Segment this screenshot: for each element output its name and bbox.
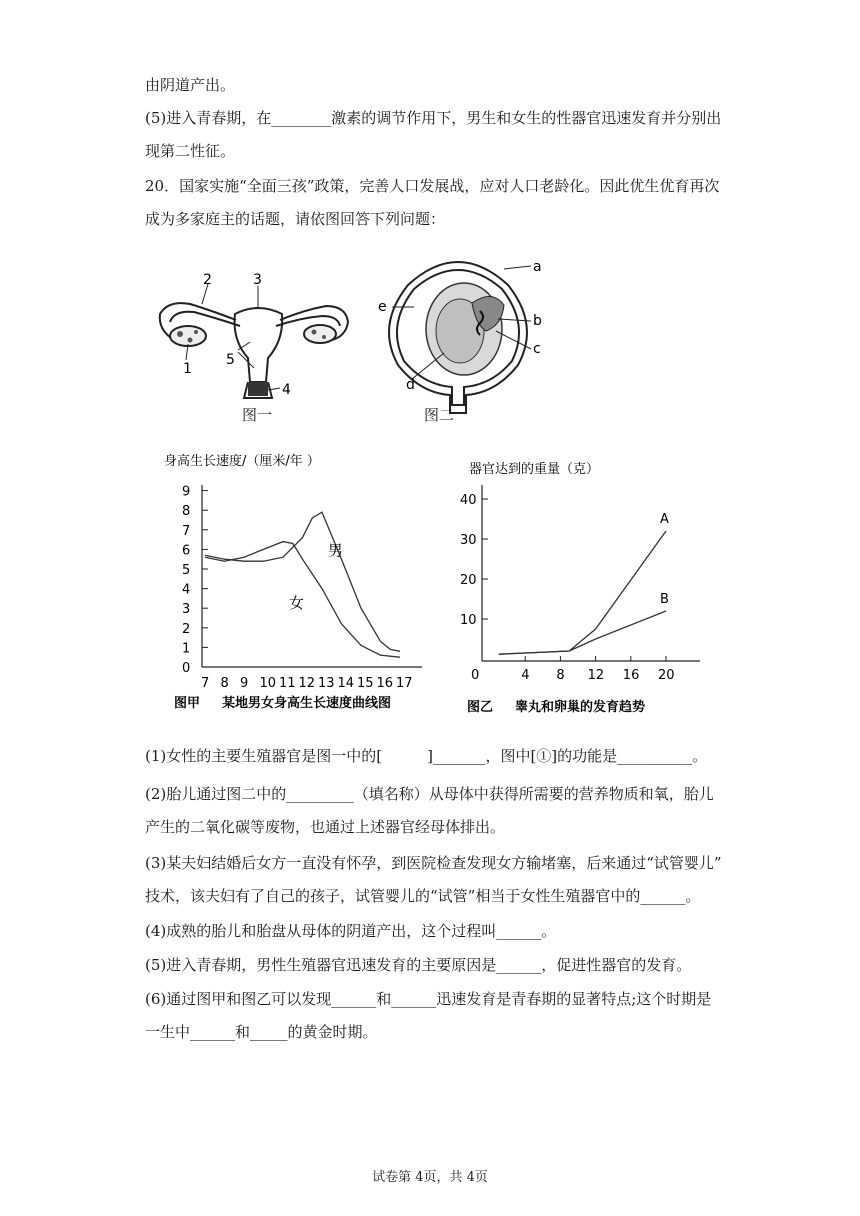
- x-tick-label: 7: [201, 676, 210, 691]
- question-text: 现第二性征。: [145, 142, 236, 160]
- series-line-A: [499, 531, 666, 654]
- x-tick-label: 14: [337, 676, 355, 691]
- x-tick-label: 15: [357, 676, 374, 691]
- question-2: (2)胎儿通过图二中的_________（填名称）从母体中获得所需要的营养物质和氧，胎儿: [145, 785, 714, 803]
- question-3: 技术，该夫妇有了自己的孩子，试管婴儿的“试管”相当于女性生殖器官中的______。: [145, 887, 701, 905]
- chart-b-ylabel: 器官达到的重量（克）: [469, 462, 600, 477]
- question-3: (3)某夫妇结婚后女方一直没有怀孕，到医院检查发现女方输堵塞，后来通过“试管婴儿”: [145, 854, 722, 872]
- question-20-text: 20．国家实施“全面三孩”政策，完善人口发展战，应对人口老龄化。因此优生优育再次: [145, 177, 720, 195]
- figure2-caption: 图二: [424, 406, 455, 424]
- x-tick-label: 12: [587, 668, 605, 683]
- question-text: (5)进入青春期，在________激素的调节作用下，男生和女生的性器官迅速发育并分别出: [145, 109, 722, 127]
- question-1: (1)女性的主要生殖器官是图一中的[ ]_______，图中[①]的功能是__________。: [145, 747, 708, 765]
- y-tick-label: 1: [182, 641, 191, 657]
- y-tick-label: 30: [460, 533, 477, 548]
- question-20-text: 成为多家庭主的话题，请依图回答下列问题：: [145, 210, 446, 228]
- question-4: (4)成熟的胎儿和胎盘从母体的阴道产出，这个过程叫______。: [145, 922, 557, 940]
- right-ovary: [304, 325, 336, 343]
- figure1-uterus-diagram: [150, 270, 350, 420]
- y-tick-label: 8: [182, 504, 191, 520]
- label-4: 4: [282, 382, 291, 398]
- y-tick-label: 10: [460, 613, 477, 628]
- y-tick-label: 3: [182, 602, 191, 618]
- x-tick-label: 4: [521, 668, 530, 683]
- label-e: e: [378, 299, 387, 315]
- label-a: a: [533, 259, 542, 275]
- y-tick-label: 9: [182, 484, 191, 500]
- figure2-fetus-diagram: [368, 245, 558, 425]
- y-tick-label: 40: [460, 493, 477, 508]
- x-tick-label: 8: [556, 668, 565, 683]
- label-3: 3: [253, 272, 262, 288]
- x-tick-label: 8: [220, 676, 229, 691]
- figure1-caption: 图一: [242, 406, 273, 424]
- question-6: 一生中______和_____的黄金时期。: [145, 1023, 378, 1041]
- series-label-A: A: [660, 512, 669, 527]
- left-ovary: [170, 326, 206, 346]
- series-line-B: [499, 611, 666, 654]
- question-6: (6)通过图甲和图乙可以发现______和______迅速发育是青春期的显著特点;这个时期是: [145, 990, 712, 1008]
- x-tick-label: 9: [240, 676, 249, 691]
- y-tick-label: 7: [182, 523, 191, 539]
- x-tick-label: 17: [396, 676, 413, 691]
- y-tick-label: 0: [182, 661, 191, 676]
- x-tick-label: 13: [318, 676, 335, 691]
- organ-weight-chart: [455, 445, 715, 725]
- label-1: 1: [183, 361, 192, 377]
- series-label-male: 男: [327, 541, 343, 560]
- x-tick-label: 10: [259, 676, 277, 691]
- label-b: b: [533, 313, 542, 329]
- question-5: (5)进入青春期，男性生殖器官迅速发育的主要原因是______，促进性器官的发育。: [145, 956, 692, 974]
- series-label-female: 女: [288, 594, 304, 613]
- chart-b-caption-prefix: 图乙: [467, 700, 494, 715]
- x-tick-label: 16: [622, 668, 640, 683]
- chart-a-caption-prefix: 图甲: [174, 696, 201, 711]
- chart-b-caption: 睾丸和卵巢的发育趋势: [515, 700, 646, 715]
- series-label-B: B: [660, 592, 669, 607]
- x-tick-label: 11: [279, 676, 296, 691]
- x-tick-label: 12: [298, 676, 316, 691]
- question-2: 产生的二氧化碳等废物，也通过上述器官经母体排出。: [145, 818, 506, 836]
- x-tick-label: 16: [376, 676, 394, 691]
- y-tick-label: 6: [182, 543, 191, 559]
- label-d: d: [406, 377, 415, 393]
- series-line-male: [205, 512, 400, 651]
- label-5: 5: [226, 352, 235, 368]
- label-c: c: [533, 341, 541, 357]
- text-line: 由阴道产出。: [145, 76, 236, 94]
- y-tick-label: 20: [460, 573, 477, 588]
- chart-a-caption: 某地男女身高生长速度曲线图: [222, 696, 392, 711]
- y-tick-label: 5: [182, 563, 191, 578]
- x-tick-label: 20: [658, 668, 675, 683]
- chart-b-origin: 0: [471, 668, 480, 683]
- y-tick-label: 2: [182, 621, 191, 637]
- height-growth-chart: [160, 445, 440, 725]
- chart-a-ylabel: 身高生长速度/（厘米/年 ）: [164, 454, 320, 469]
- page-footer: 试卷第 4页，共 4页: [372, 1170, 488, 1185]
- label-2: 2: [203, 272, 212, 288]
- y-tick-label: 4: [182, 582, 191, 598]
